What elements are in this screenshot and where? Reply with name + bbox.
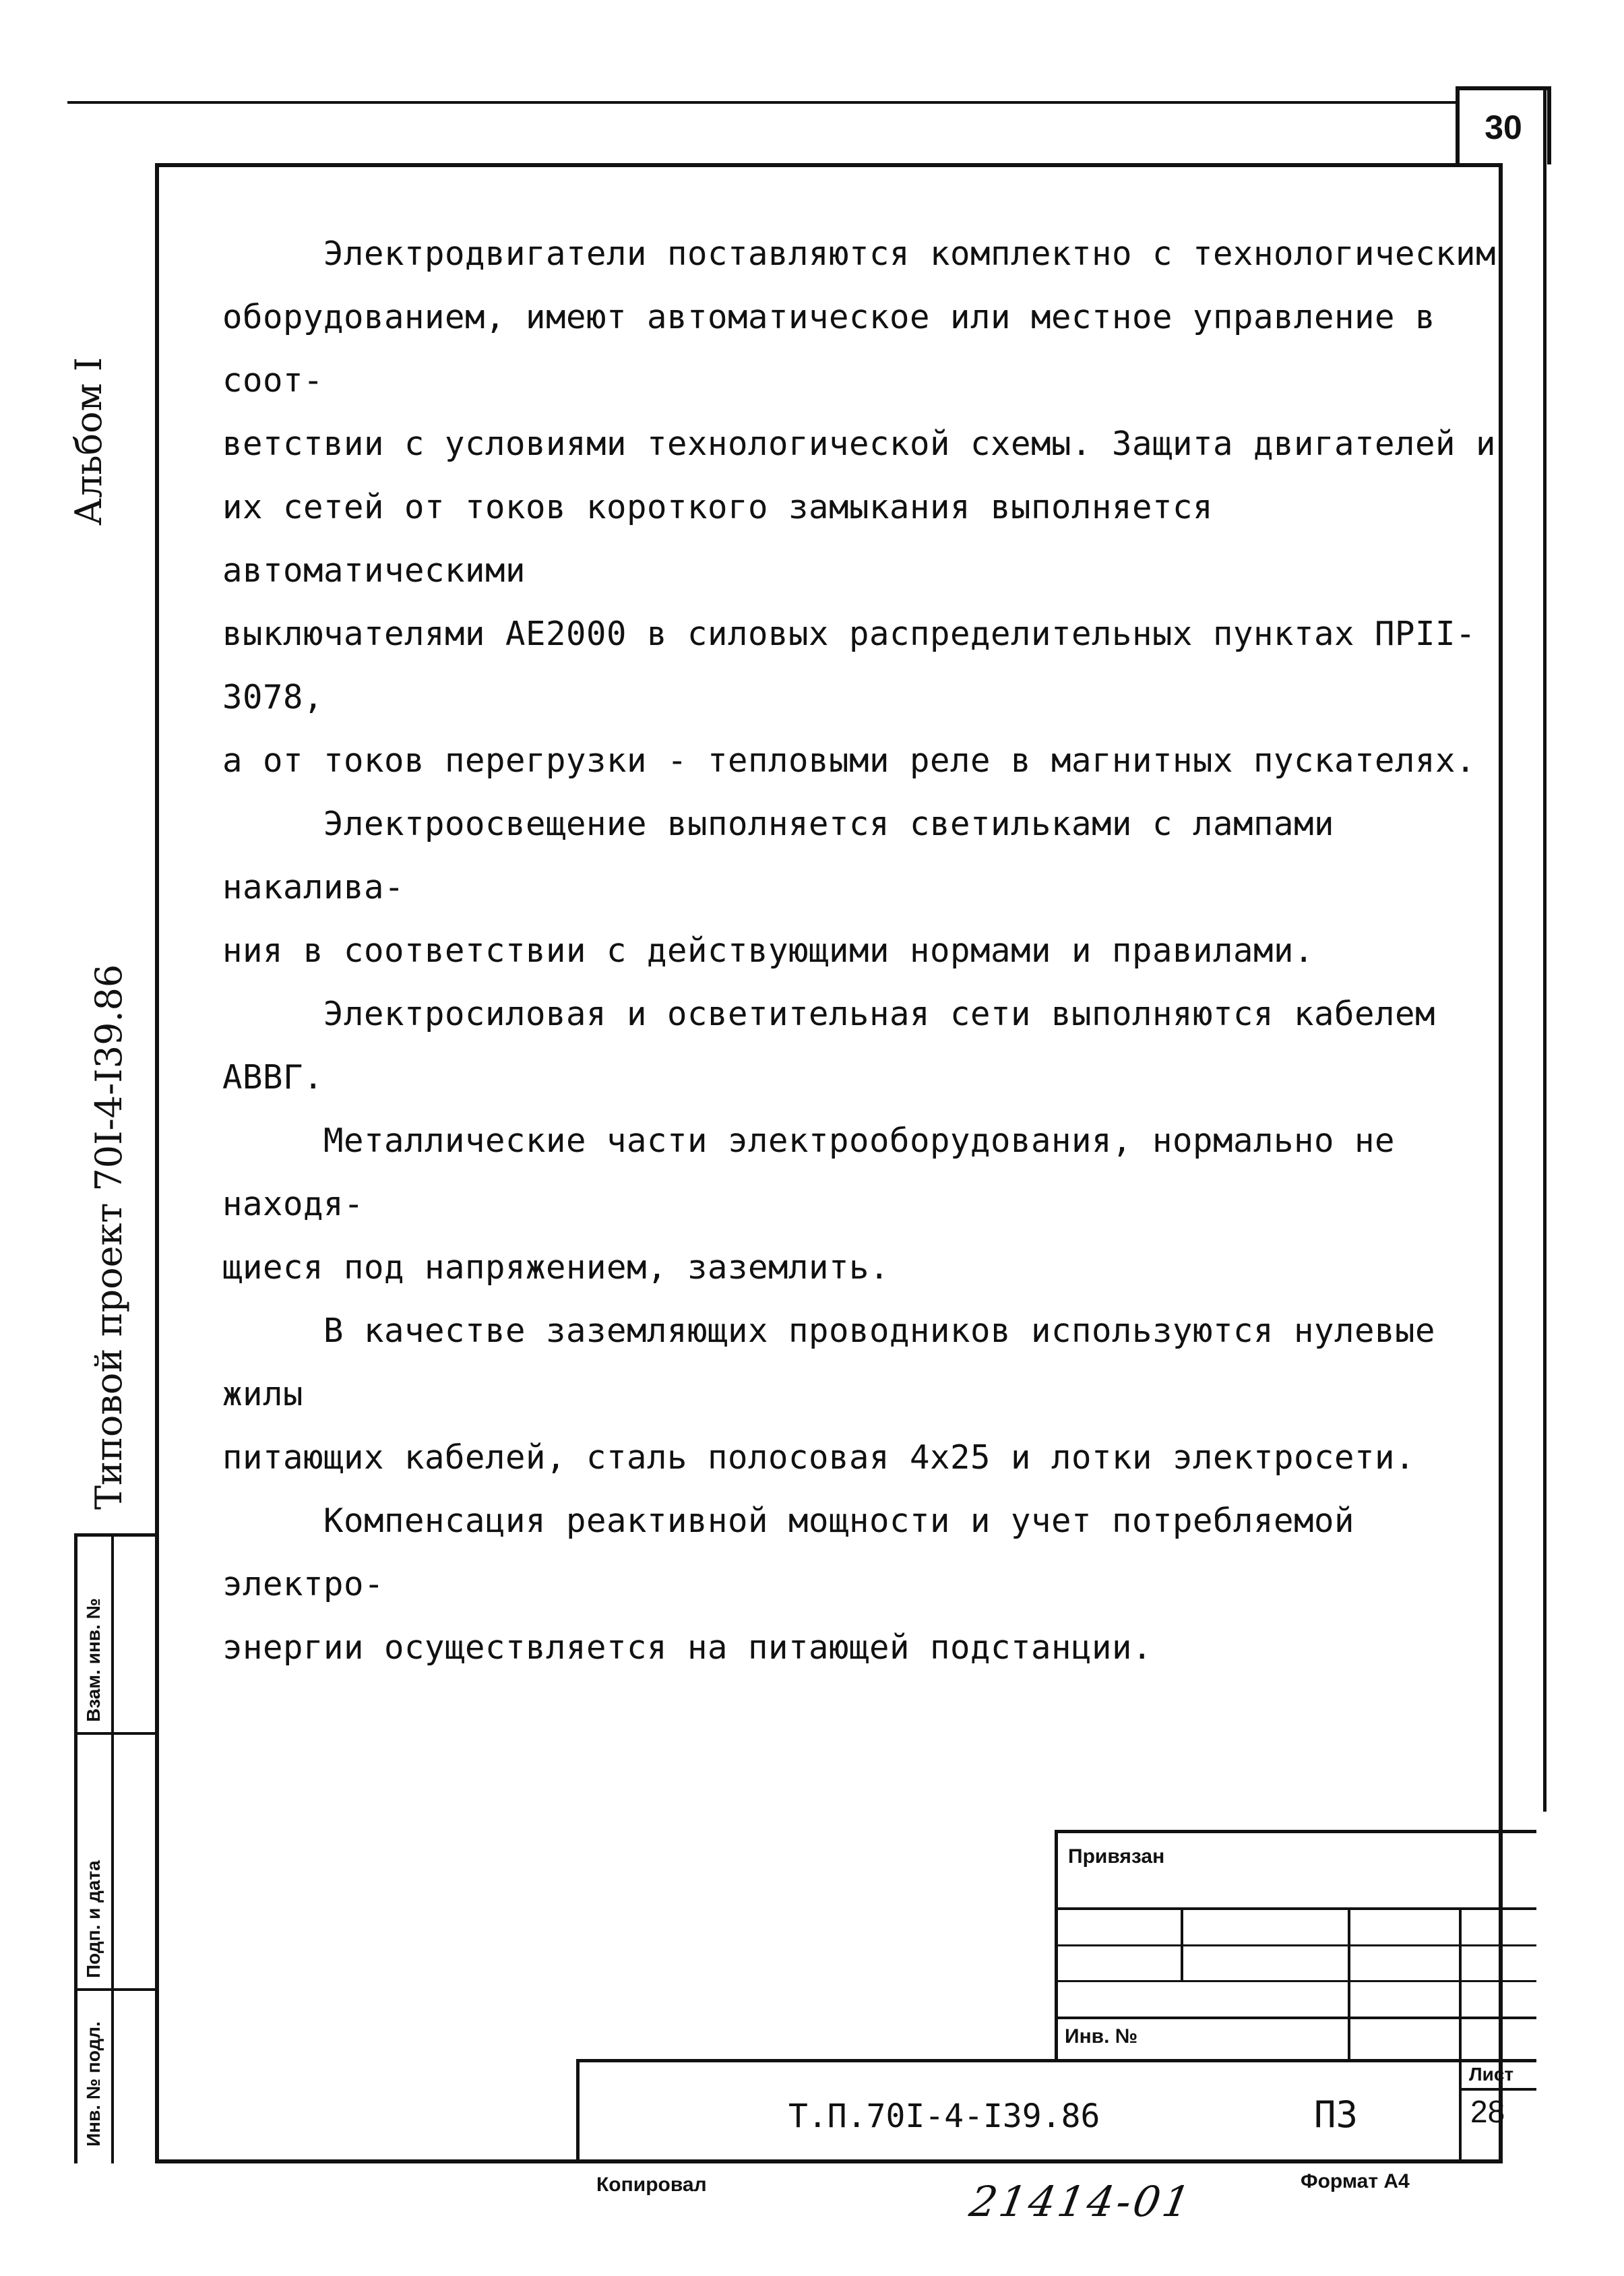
project-label: Типовой проект 70I-4-I39.86 [88,964,130,1510]
paragraph: Компенсация реактивной мощности и учет потребляемой электро- энергии осуществляется на питающей подстанции. [222,1502,1355,1667]
tb-grid-col-1 [1181,1907,1183,1981]
page-number: 30 [1456,86,1551,164]
tb-section: П3 [1314,2093,1358,2136]
tb-grid-row-2 [1055,1944,1536,1946]
top-rule [67,101,1456,104]
stamp-row-2 [74,1988,158,1991]
tb-grid-row-4 [1055,2017,1536,2019]
tb-sheet-divider [1459,2088,1536,2091]
footer-kopiroval: Копировал [596,2174,707,2196]
tb-sheet-number: 28 [1470,2094,1505,2129]
paragraph: Электродвигатели поставляются комплектно с технологическим оборудованием, имеют автоматическое или местное управление в соот- ветствии с условиями технологической схемы. Защита двигателей и их сетей от токов короткого замыкания выполняется автоматическими выключателями АЕ2000 в силовых распределительных пунктах ПРII-3078, а от токов перегрузки - тепловыми реле в магнитных пускателях. [222,235,1497,780]
tb-inv-no: Инв. № [1065,2025,1138,2048]
paragraph: Металлические части электрооборудования, нормально не находя- щиеся под напряжением, заземлить. [222,1121,1396,1287]
stamp-column-top [74,1533,158,1537]
stamp-vzam-inv: Взам. инв. № [83,1598,104,1722]
footer-handwritten-number: 21414-01 [966,2177,1197,2226]
document-body [222,222,1503,1680]
tb-main-top [576,2059,1536,2062]
tb-grid-row-1 [1055,1907,1536,1910]
tb-main-left [576,2059,580,2163]
album-label: Альбом I [67,357,110,526]
tb-grid-row-3 [1055,1980,1536,1982]
tb-privyazan: Привязан [1068,1845,1165,1868]
footer-format: Формат А4 [1301,2170,1410,2192]
right-edge-rule [1543,86,1547,1812]
tb-grid-col-3 [1459,1907,1462,2163]
tb-upper-top [1055,1830,1536,1833]
stamp-inv-podl: Инв. № подл. [83,2021,104,2147]
tb-document-code: Т.П.70I-4-I39.86 [788,2097,1100,2135]
tb-grid-col-2 [1348,1907,1350,2059]
paragraph: Электросиловая и осветительная сети выполняются кабелем АВВГ. [222,995,1436,1097]
stamp-podp-data: Подп. и дата [83,1860,104,1978]
paragraph: Электроосвещение выполняется светильками с лампами накалива- ния в соответствии с действующими нормами и правилами. [222,805,1335,970]
stamp-row-1 [74,1732,158,1735]
paragraph: В качестве заземляющих проводников используются нулевые жилы питающих кабелей, сталь полосовая 4х25 и лотки электросети. [222,1312,1436,1477]
stamp-column-divider [111,1533,114,2163]
stamp-column-left [74,1533,77,2163]
tb-sheet-label: Лист [1469,2064,1514,2085]
